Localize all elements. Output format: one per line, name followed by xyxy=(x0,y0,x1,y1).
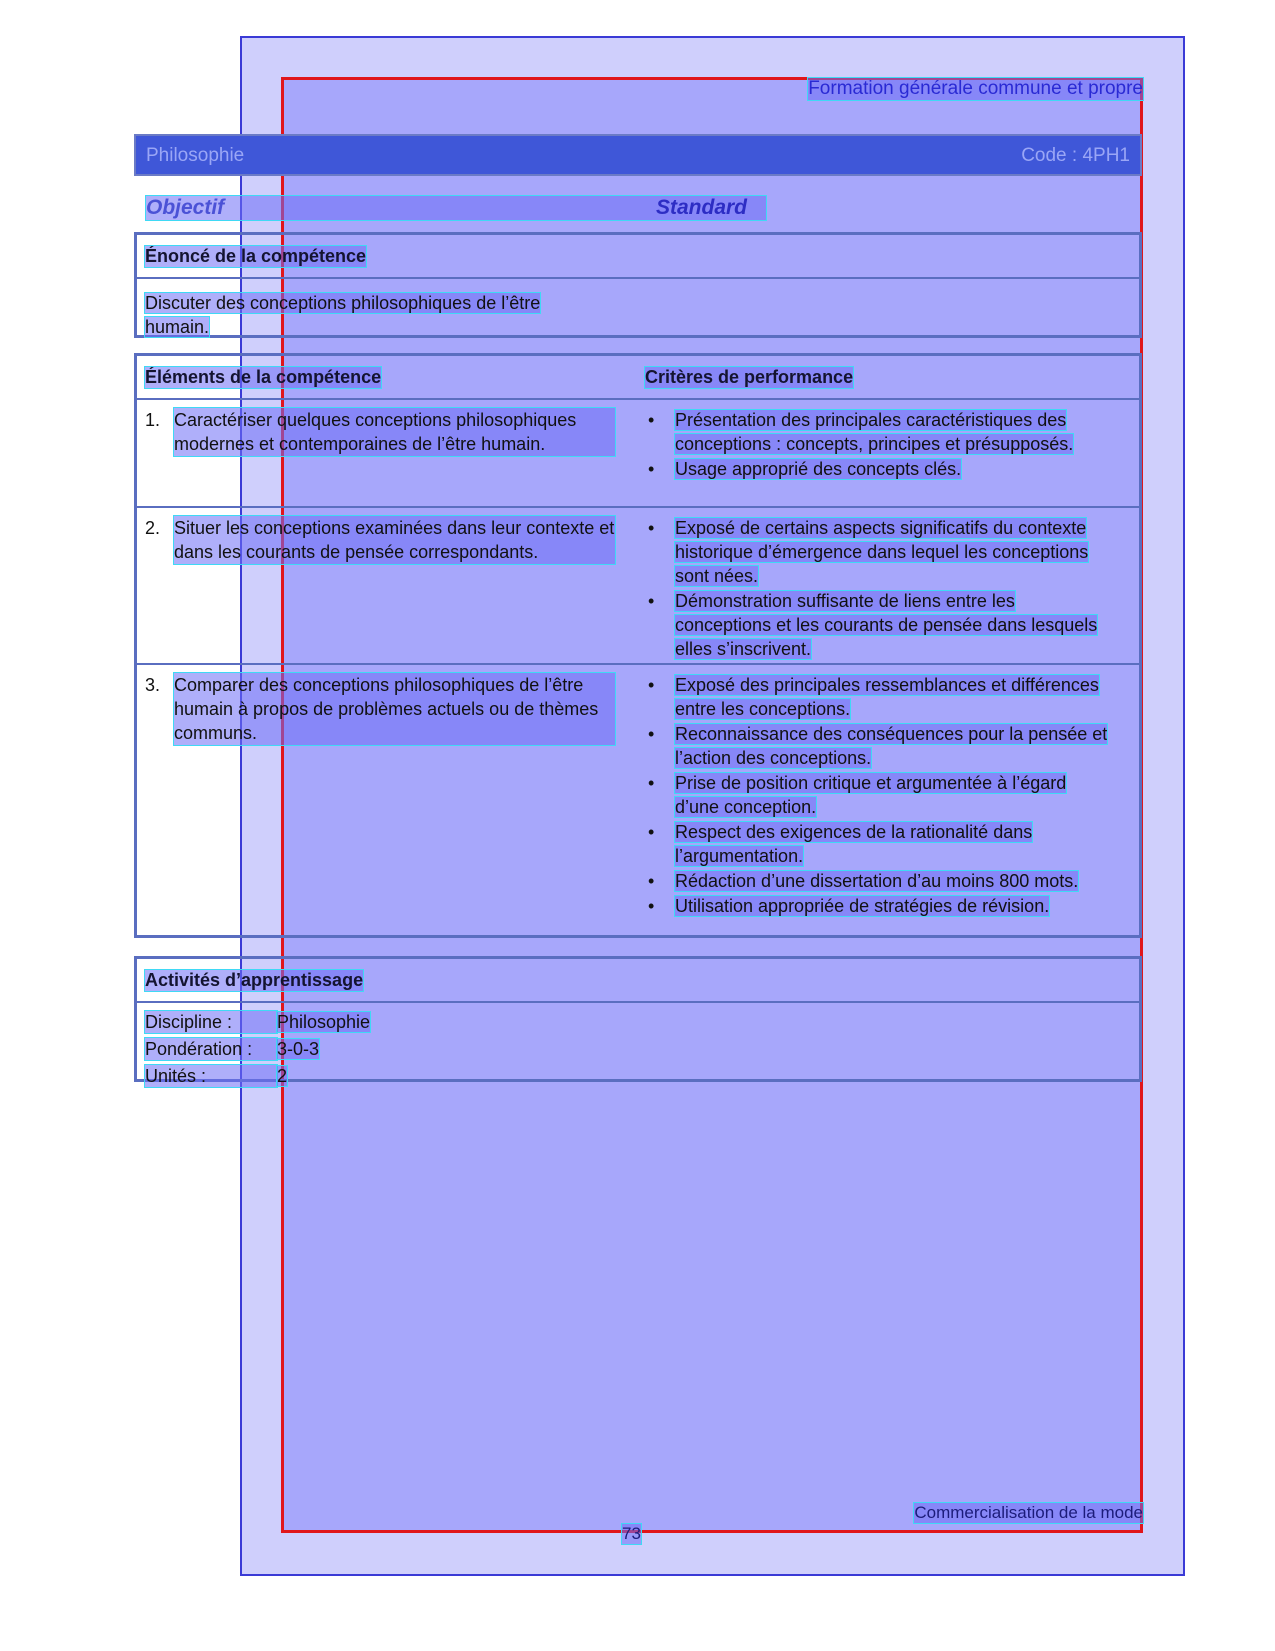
criteria-item xyxy=(645,820,1115,868)
criteria-text: Respect des exigences de la rationalité dans l’argumentation. xyxy=(675,822,1033,866)
criteria-text: Prise de position critique et argumentée à l’égard d’une conception. xyxy=(675,773,1067,817)
units-value: 2 xyxy=(277,1066,288,1086)
bullet-icon: • xyxy=(648,675,655,695)
bullet-icon: • xyxy=(648,773,655,793)
table-row xyxy=(137,663,1139,937)
learning-activities-box xyxy=(134,956,1142,1086)
elements-column-header: Éléments de la compétence xyxy=(145,367,382,387)
criteria-item xyxy=(645,771,1115,819)
element-text: Comparer des conceptions philosophiques de l’être humain à propos de problèmes actuels ou de thèmes communs. xyxy=(174,673,615,745)
weighting-line xyxy=(145,1038,319,1060)
criteria-column-header: Critères de performance xyxy=(645,367,854,387)
competence-statement xyxy=(145,291,600,339)
page-number: 73 xyxy=(622,1524,641,1543)
criteria-item xyxy=(645,894,1115,918)
criteria-item xyxy=(645,457,1115,481)
element-number: 1. xyxy=(145,410,161,430)
bullet-icon: • xyxy=(648,896,655,916)
bullet-icon: • xyxy=(648,410,655,430)
criteria-text: Exposé des principales ressemblances et différences entre les conceptions. xyxy=(675,675,1099,719)
criteria-item xyxy=(645,869,1115,893)
discipline-label: Discipline : xyxy=(145,1011,277,1033)
bullet-icon: • xyxy=(648,871,655,891)
activities-heading-row xyxy=(137,959,1139,1003)
units-label: Unités : xyxy=(145,1065,277,1087)
criteria-list xyxy=(645,408,1115,482)
competence-box xyxy=(134,232,1142,338)
elements-criteria-table xyxy=(134,353,1142,938)
units-line xyxy=(145,1065,287,1087)
bullet-icon: • xyxy=(648,518,655,538)
criteria-item xyxy=(645,516,1115,588)
criteria-item xyxy=(645,408,1115,456)
criteria-item xyxy=(645,589,1115,661)
weighting-value: 3-0-3 xyxy=(277,1039,320,1059)
table-header-row xyxy=(137,356,1139,400)
bullet-icon: • xyxy=(648,591,655,611)
competence-statement-text: Discuter des conceptions philosophiques de l’être humain. xyxy=(145,293,541,337)
criteria-text: Rédaction d’une dissertation d’au moins 800 mots. xyxy=(675,871,1079,891)
discipline-value: Philosophie xyxy=(277,1012,371,1032)
bullet-icon: • xyxy=(648,822,655,842)
criteria-text: Usage approprié des concepts clés. xyxy=(675,459,962,479)
table-row xyxy=(137,506,1139,663)
element-cell xyxy=(145,516,615,564)
objective-standard-row xyxy=(146,196,766,220)
element-cell xyxy=(145,673,615,745)
criteria-text: Présentation des principales caractéristiques des conceptions : concepts, principes et présupposés. xyxy=(675,410,1074,454)
element-number: 3. xyxy=(145,675,161,695)
criteria-text: Exposé de certains aspects significatifs du contexte historique d’émergence dans lequel les conceptions sont nées. xyxy=(675,518,1089,586)
standard-label: Standard xyxy=(656,196,748,219)
running-header: Formation générale commune et propre xyxy=(808,78,1143,99)
course-code: Code : 4PH1 xyxy=(1021,145,1130,166)
objective-label: Objectif xyxy=(146,196,225,219)
table-row xyxy=(137,398,1139,506)
criteria-text: Démonstration suffisante de liens entre les conceptions et les courants de pensée dans lesquels elles s’inscrivent. xyxy=(675,591,1098,659)
element-text: Situer les conceptions examinées dans leur contexte et dans les courants de pensée correspondants. xyxy=(174,518,615,562)
criteria-list xyxy=(645,673,1115,919)
competence-heading: Énoncé de la compétence xyxy=(145,246,367,266)
criteria-list xyxy=(645,516,1115,662)
element-text: Caractériser quelques conceptions philosophiques modernes et contemporaines de l’être humain. xyxy=(174,408,615,456)
bullet-icon: • xyxy=(648,724,655,744)
criteria-item xyxy=(645,722,1115,770)
element-cell xyxy=(145,408,615,456)
discipline-name: Philosophie xyxy=(146,145,245,166)
weighting-label: Pondération : xyxy=(145,1038,277,1060)
competence-heading-row xyxy=(137,235,1139,279)
discipline-title-bar xyxy=(134,134,1142,176)
element-number: 2. xyxy=(145,518,161,538)
criteria-text: Reconnaissance des conséquences pour la pensée et l’action des conceptions. xyxy=(675,724,1108,768)
running-footer: Commercialisation de la mode xyxy=(914,1503,1143,1522)
bullet-icon: • xyxy=(648,459,655,479)
criteria-text: Utilisation appropriée de stratégies de révision. xyxy=(675,896,1050,916)
criteria-item xyxy=(645,673,1115,721)
activities-heading: Activités d’apprentissage xyxy=(145,970,364,990)
discipline-line xyxy=(145,1011,370,1033)
